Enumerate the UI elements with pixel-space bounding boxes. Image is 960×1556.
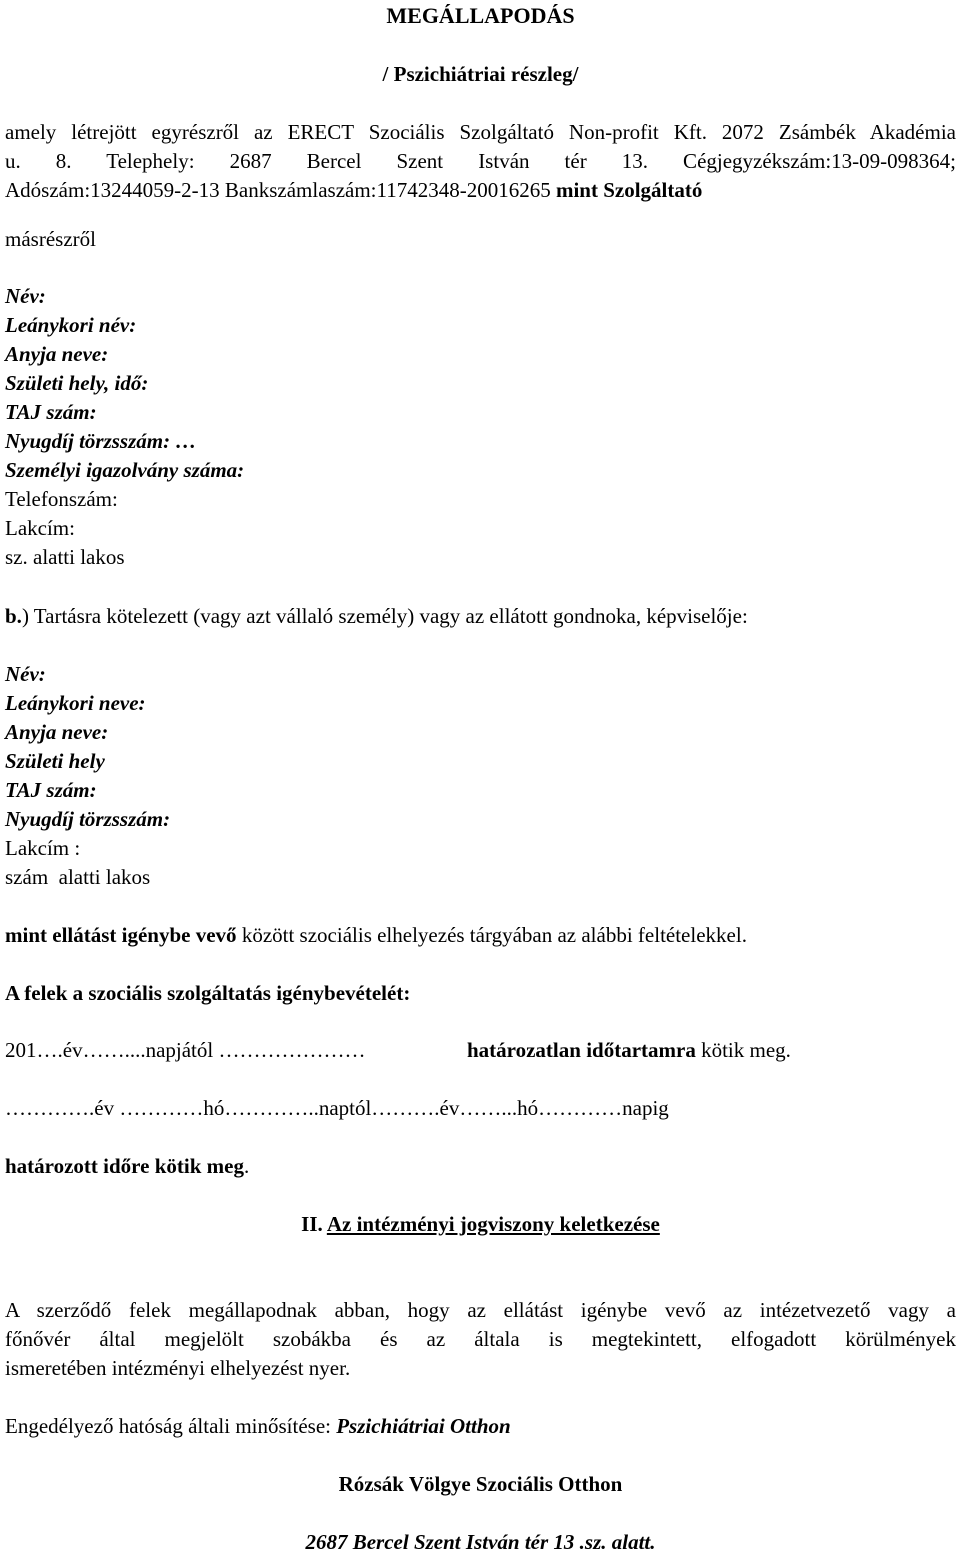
section-ii-number: II.	[301, 1212, 323, 1236]
intent-bold: mint ellátást igénybe vevő	[5, 923, 237, 947]
intro-line-3	[5, 176, 956, 205]
intro-line-3-text: Adószám:13244059-2-13 Bankszámlaszám:11742348-20016265	[5, 178, 556, 202]
field-b-nev: Név:	[5, 662, 46, 686]
intro-line-1: amely létrejött egyrészről az ERECT Szociális Szolgáltató Non-profit Kft. 2072 Zsámbék Akadémia	[5, 120, 956, 144]
indefinite-term-line	[5, 1036, 956, 1064]
document-subtitle: / Pszichiátriai részleg/	[382, 62, 579, 86]
field-nev: Név:	[5, 284, 46, 308]
indefinite-term-tail: kötik meg.	[695, 1038, 791, 1062]
agreement-paragraph	[5, 1296, 956, 1383]
field-b-szam-alatti-lakos: szám alatti lakos	[5, 865, 151, 889]
intro-paragraph	[5, 118, 956, 205]
indefinite-term-label: határozatlan időtartamra	[467, 1038, 696, 1062]
field-szuleti-hely-ido: Születi hely, idő:	[5, 371, 149, 395]
section-ii-title: Az intézményi jogviszony keletkezése	[326, 1212, 660, 1236]
field-taj-szam: TAJ szám:	[5, 400, 97, 424]
document-title: MEGÁLLAPODÁS	[386, 3, 575, 28]
field-b-taj-szam: TAJ szám:	[5, 778, 97, 802]
definite-term-dates: ………….év …………hó…………..naptól……….év……...hó…………napig	[5, 1096, 669, 1120]
field-b-szuleti-hely: Születi hely	[5, 749, 105, 773]
license-classification	[5, 1412, 511, 1440]
section-b-label: b.	[5, 604, 22, 628]
agreement-line-2: főnővér által megjelölt szobákba és az általa is megtekintett, elfogadott körülmények	[5, 1327, 956, 1351]
field-alatti-lakos: sz. alatti lakos	[5, 545, 125, 569]
agreement-line-1: A szerződő felek megállapodnak abban, hogy az ellátást igénybe vevő az intézetvezető vagy a	[5, 1298, 956, 1322]
party-b-fields	[5, 660, 170, 892]
intent-line	[5, 921, 747, 949]
field-b-leanykori-neve: Leánykori neve:	[5, 691, 146, 715]
field-telefonszam: Telefonszám:	[5, 487, 118, 511]
field-szemelyi-igazolvany: Személyi igazolvány száma:	[5, 458, 245, 482]
institution-address: 2687 Bercel Szent István tér 13 .sz. alatt.	[305, 1530, 656, 1554]
other-party-label: másrészről	[5, 227, 96, 251]
section-b-heading	[5, 602, 748, 630]
definite-term-tail: .	[243, 1154, 250, 1178]
field-b-anyja-neve: Anyja neve:	[5, 720, 109, 744]
indefinite-term-date: 201….év……....napjától …………………	[5, 1038, 366, 1062]
intro-line-2	[5, 147, 956, 176]
field-b-nyugdij-torzsszam: Nyugdíj törzsszám:	[5, 807, 171, 831]
agreement-line-3: ismeretében intézményi elhelyezést nyer.	[5, 1356, 351, 1380]
intro-service-provider: mint Szolgáltató	[555, 178, 703, 202]
definite-term-label: határozott időre kötik meg	[5, 1154, 244, 1178]
section-b-text: ) Tartásra kötelezett (vagy azt vállaló személy) vagy az ellátott gondnoka, képviselője:	[21, 604, 748, 628]
felek-heading: A felek a szociális szolgáltatás igénybevételét:	[5, 981, 411, 1005]
party-a-fields	[5, 282, 244, 572]
field-b-lakcim: Lakcím :	[5, 836, 81, 860]
field-anyja-neve: Anyja neve:	[5, 342, 109, 366]
definite-term-line	[5, 1152, 249, 1180]
field-lakcim: Lakcím:	[5, 516, 75, 540]
intent-text: között szociális elhelyezés tárgyában az alábbi feltételekkel.	[236, 923, 747, 947]
license-label: Engedélyező hatóság általi minősítése:	[5, 1414, 337, 1438]
field-nyugdij-torzsszam: Nyugdíj törzsszám: …	[5, 429, 197, 453]
intro-line-2-text: u. 8. Telephely: 2687 Bercel Szent István tér 13. Cégjegyzékszám:13-09-098364;	[5, 149, 956, 173]
section-ii-heading	[5, 1210, 956, 1238]
license-value: Pszichiátriai Otthon	[336, 1414, 511, 1438]
field-leanykori-nev: Leánykori név:	[5, 313, 137, 337]
institution-name: Rózsák Völgye Szociális Otthon	[338, 1472, 623, 1496]
